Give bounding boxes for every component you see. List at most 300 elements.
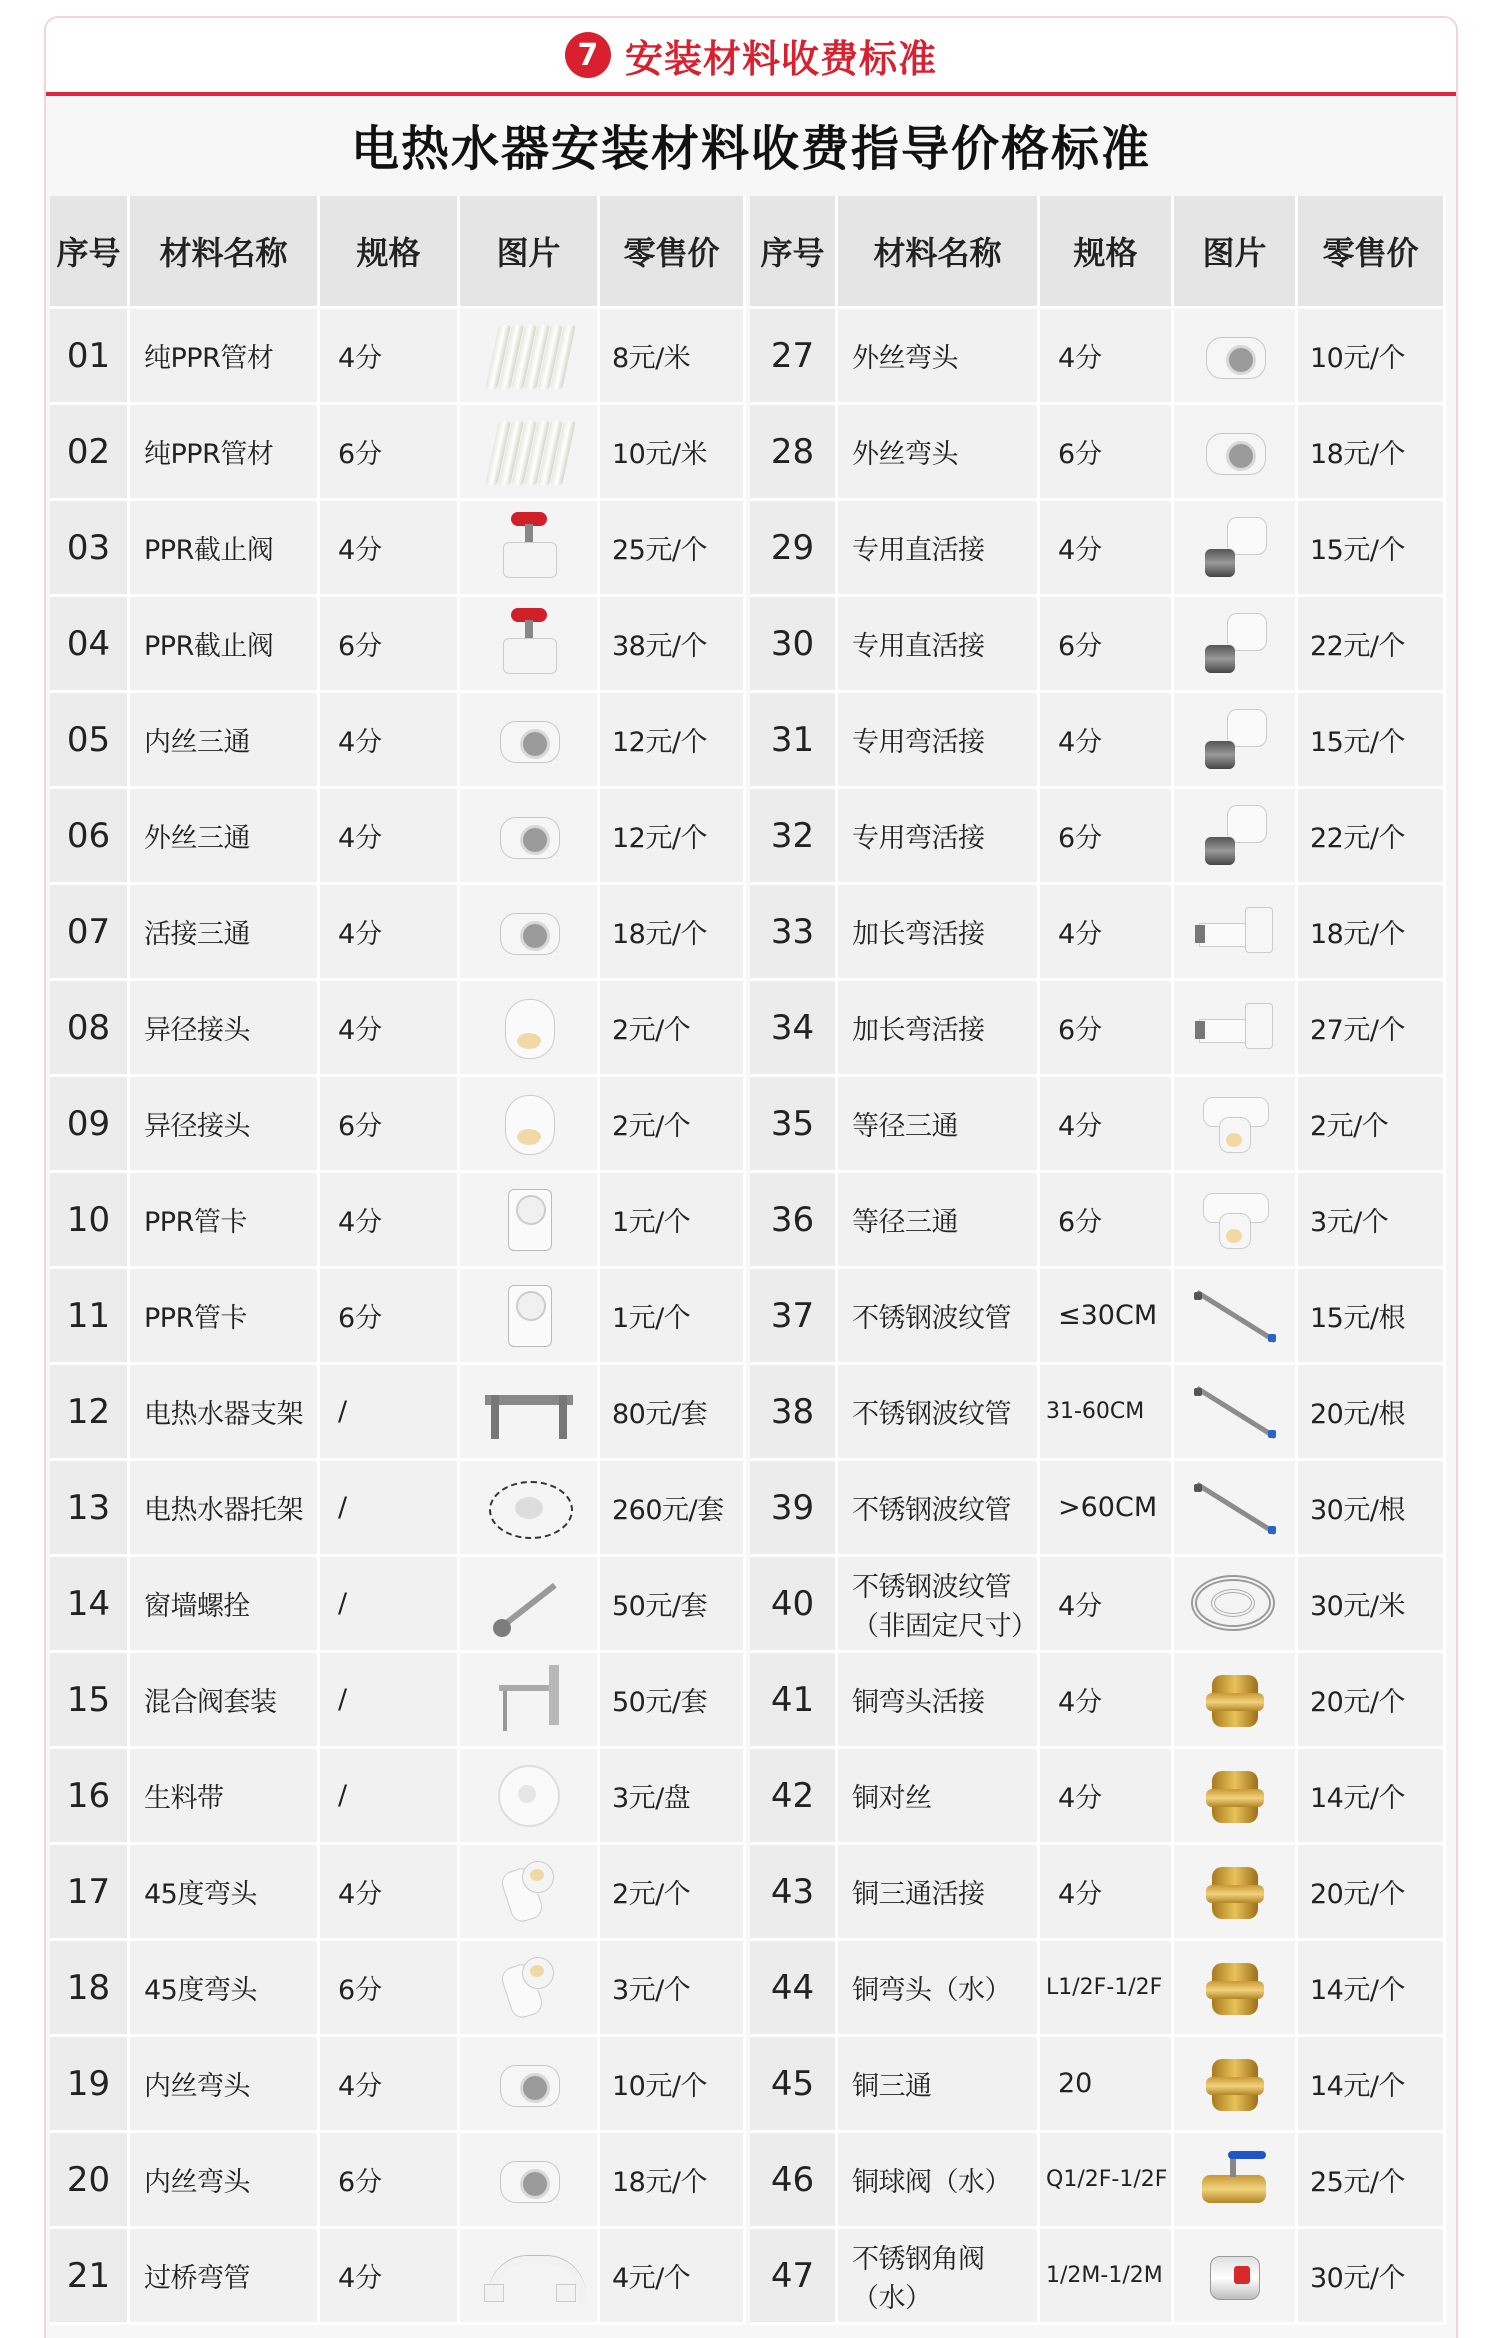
row-number: 34: [750, 981, 838, 1077]
retail-price: 20元/根: [1298, 1365, 1446, 1461]
product-image: [1174, 2229, 1298, 2325]
product-image: [1174, 597, 1298, 693]
retail-price: 2元/个: [600, 981, 746, 1077]
retail-price: 3元/个: [600, 1941, 746, 2037]
specification: Q1/2F-1/2F: [1040, 2133, 1174, 2229]
table-row: [50, 309, 746, 405]
row-number: 10: [50, 1173, 130, 1269]
union-icon: [1201, 803, 1269, 869]
material-name: 不锈钢波纹管: [838, 1461, 1040, 1557]
row-number: 07: [50, 885, 130, 981]
specification: 6分: [1040, 1173, 1174, 1269]
specification: 6分: [320, 1077, 460, 1173]
row-number: 29: [750, 501, 838, 597]
retail-price: 1元/个: [600, 1269, 746, 1365]
material-name: 专用弯活接: [838, 789, 1040, 885]
price-table-right: [750, 196, 1446, 2325]
retail-price: 18元/个: [1298, 885, 1446, 981]
table-header-row: [750, 196, 1446, 309]
material-name: 不锈钢波纹管: [838, 1365, 1040, 1461]
table-row: [50, 1365, 746, 1461]
specification: 4分: [1040, 1077, 1174, 1173]
table-row: [50, 1077, 746, 1173]
row-number: 09: [50, 1077, 130, 1173]
section-number-badge: 7: [565, 32, 611, 78]
material-name: 过桥弯管: [130, 2229, 320, 2325]
product-image: [460, 501, 600, 597]
row-number: 21: [50, 2229, 130, 2325]
product-image: [1174, 1653, 1298, 1749]
row-number: 28: [750, 405, 838, 501]
header-name: 材料名称: [838, 196, 1040, 309]
retail-price: 12元/个: [600, 789, 746, 885]
product-image: [460, 2229, 600, 2325]
material-name: 45度弯头: [130, 1845, 320, 1941]
specification: /: [320, 1749, 460, 1845]
tee-icon: [494, 2053, 564, 2115]
material-name: 等径三通: [838, 1077, 1040, 1173]
product-image: [460, 789, 600, 885]
row-number: 42: [750, 1749, 838, 1845]
retail-price: 15元/根: [1298, 1269, 1446, 1365]
product-image: [460, 1269, 600, 1365]
pipes-icon: [484, 321, 574, 391]
material-name: 不锈钢波纹管 （非固定尺寸）: [838, 1557, 1040, 1653]
table-row: [50, 405, 746, 501]
row-number: 33: [750, 885, 838, 981]
material-name: 电热水器支架: [130, 1365, 320, 1461]
brass-icon: [1204, 1859, 1266, 1925]
product-image: [1174, 1749, 1298, 1845]
table-row: [50, 501, 746, 597]
row-number: 41: [750, 1653, 838, 1749]
material-name: 等径三通: [838, 1173, 1040, 1269]
table-row: [50, 1173, 746, 1269]
product-image: [460, 885, 600, 981]
retail-price: 25元/个: [1298, 2133, 1446, 2229]
retail-price: 18元/个: [600, 2133, 746, 2229]
product-image: [1174, 885, 1298, 981]
header-image: 图片: [460, 196, 600, 309]
retail-price: 14元/个: [1298, 2037, 1446, 2133]
row-number: 01: [50, 309, 130, 405]
row-number: 40: [750, 1557, 838, 1653]
row-number: 05: [50, 693, 130, 789]
material-name: 铜球阀（水）: [838, 2133, 1040, 2229]
product-image: [460, 309, 600, 405]
row-number: 13: [50, 1461, 130, 1557]
extended-union-icon: [1195, 905, 1275, 959]
retail-price: 10元/个: [600, 2037, 746, 2133]
retail-price: 10元/个: [1298, 309, 1446, 405]
bridge-icon: [484, 2250, 574, 2302]
specification: 6分: [320, 1269, 460, 1365]
specification: 4分: [1040, 309, 1174, 405]
table-row: [750, 1365, 1446, 1461]
material-name: 内丝三通: [130, 693, 320, 789]
row-number: 06: [50, 789, 130, 885]
table-row: [50, 2037, 746, 2133]
specification: 4分: [320, 1845, 460, 1941]
specification: 4分: [1040, 1749, 1174, 1845]
product-image: [1174, 693, 1298, 789]
specification: 6分: [320, 597, 460, 693]
tape-icon: [498, 1765, 560, 1827]
tray-icon: [483, 1473, 575, 1543]
material-name: 铜弯头（水）: [838, 1941, 1040, 2037]
tee-icon: [1200, 421, 1270, 483]
table-row: [50, 1653, 746, 1749]
product-image: [1174, 981, 1298, 1077]
specification: /: [320, 1461, 460, 1557]
header-spec: 规格: [320, 196, 460, 309]
section-title: 安装材料收费标准: [624, 36, 937, 81]
material-name: 不锈钢波纹管: [838, 1269, 1040, 1365]
material-name: 电热水器托架: [130, 1461, 320, 1557]
material-name: 铜对丝: [838, 1749, 1040, 1845]
angle-valve-icon: [1202, 2246, 1268, 2306]
product-image: [1174, 405, 1298, 501]
row-number: 19: [50, 2037, 130, 2133]
specification: 4分: [1040, 501, 1174, 597]
row-number: 47: [750, 2229, 838, 2325]
product-image: [460, 2037, 600, 2133]
price-table-left: [50, 196, 746, 2325]
bolt-icon: [489, 1569, 569, 1639]
row-number: 15: [50, 1653, 130, 1749]
product-image: [1174, 2037, 1298, 2133]
equal-tee-icon: [1199, 1189, 1271, 1251]
table-row: [50, 1845, 746, 1941]
retail-price: 30元/个: [1298, 2229, 1446, 2325]
material-name: 铜三通: [838, 2037, 1040, 2133]
retail-price: 50元/套: [600, 1557, 746, 1653]
row-number: 35: [750, 1077, 838, 1173]
row-number: 12: [50, 1365, 130, 1461]
table-row: [50, 2229, 746, 2325]
equal-tee-icon: [1199, 1093, 1271, 1155]
material-name: 铜三通活接: [838, 1845, 1040, 1941]
row-number: 37: [750, 1269, 838, 1365]
table-row: [750, 1269, 1446, 1365]
specification: 6分: [1040, 789, 1174, 885]
row-number: 44: [750, 1941, 838, 2037]
row-number: 45: [750, 2037, 838, 2133]
row-number: 02: [50, 405, 130, 501]
retail-price: 2元/个: [600, 1077, 746, 1173]
hose-icon: [1192, 1478, 1278, 1538]
material-name: 外丝弯头: [838, 309, 1040, 405]
table-row: [750, 501, 1446, 597]
brass-icon: [1204, 1763, 1266, 1829]
material-name: 活接三通: [130, 885, 320, 981]
product-image: [460, 1173, 600, 1269]
product-image: [460, 1461, 600, 1557]
retail-price: 15元/个: [1298, 693, 1446, 789]
product-image: [1174, 501, 1298, 597]
table-row: [750, 597, 1446, 693]
brass-icon: [1204, 1667, 1266, 1733]
tee-icon: [494, 901, 564, 963]
retail-price: 22元/个: [1298, 789, 1446, 885]
material-name: 内丝弯头: [130, 2037, 320, 2133]
table-row: [750, 1749, 1446, 1845]
header-image: 图片: [1174, 196, 1298, 309]
table-row: [50, 1749, 746, 1845]
table-row: [750, 1653, 1446, 1749]
specification: 4分: [1040, 1845, 1174, 1941]
material-name: 外丝三通: [130, 789, 320, 885]
table-row: [50, 885, 746, 981]
retail-price: 80元/套: [600, 1365, 746, 1461]
table-row: [750, 885, 1446, 981]
retail-price: 3元/个: [1298, 1173, 1446, 1269]
table-row: [50, 1941, 746, 2037]
specification: 4分: [320, 885, 460, 981]
specification: 31-60CM: [1040, 1365, 1174, 1461]
table-row: [750, 981, 1446, 1077]
product-image: [460, 1557, 600, 1653]
table-row: [50, 2133, 746, 2229]
product-image: [460, 1941, 600, 2037]
union-icon: [1201, 611, 1269, 677]
row-number: 17: [50, 1845, 130, 1941]
material-name: 内丝弯头: [130, 2133, 320, 2229]
product-image: [1174, 1365, 1298, 1461]
header-name: 材料名称: [130, 196, 320, 309]
retail-price: 14元/个: [1298, 1749, 1446, 1845]
union-icon: [1201, 515, 1269, 581]
material-name: 外丝弯头: [838, 405, 1040, 501]
product-image: [1174, 1461, 1298, 1557]
product-image: [1174, 1077, 1298, 1173]
specification: 6分: [1040, 597, 1174, 693]
material-name: PPR管卡: [130, 1173, 320, 1269]
specification: 20: [1040, 2037, 1174, 2133]
retail-price: 50元/套: [600, 1653, 746, 1749]
table-row: [750, 1077, 1446, 1173]
union-icon: [1201, 707, 1269, 773]
material-name: 混合阀套装: [130, 1653, 320, 1749]
valve-icon: [499, 608, 559, 680]
clip-icon: [502, 1283, 556, 1349]
retail-price: 2元/个: [600, 1845, 746, 1941]
specification: 6分: [320, 405, 460, 501]
row-number: 39: [750, 1461, 838, 1557]
table-row: [50, 597, 746, 693]
product-image: [1174, 1557, 1298, 1653]
table-row: [750, 1845, 1446, 1941]
retail-price: 260元/套: [600, 1461, 746, 1557]
material-name: 异径接头: [130, 1077, 320, 1173]
table-row: [750, 1173, 1446, 1269]
retail-price: 20元/个: [1298, 1653, 1446, 1749]
retail-price: 18元/个: [600, 885, 746, 981]
material-name: 45度弯头: [130, 1941, 320, 2037]
row-number: 18: [50, 1941, 130, 2037]
retail-price: 27元/个: [1298, 981, 1446, 1077]
material-name: 专用直活接: [838, 501, 1040, 597]
retail-price: 10元/米: [600, 405, 746, 501]
valve-icon: [499, 512, 559, 584]
product-image: [460, 1653, 600, 1749]
header-price: 零售价: [600, 196, 746, 309]
product-image: [460, 1365, 600, 1461]
hose-icon: [1192, 1286, 1278, 1346]
product-image: [1174, 789, 1298, 885]
retail-price: 8元/米: [600, 309, 746, 405]
header-num: 序号: [50, 196, 130, 309]
table-row: [750, 1941, 1446, 2037]
product-image: [460, 597, 600, 693]
specification: ≤30CM: [1040, 1269, 1174, 1365]
brass-icon: [1204, 1955, 1266, 2021]
specification: 4分: [320, 981, 460, 1077]
tee-icon: [1200, 325, 1270, 387]
hose-icon: [1192, 1382, 1278, 1442]
header-spec: 规格: [1040, 196, 1174, 309]
material-name: 不锈钢角阀 （水）: [838, 2229, 1040, 2325]
material-name: 窗墙螺拴: [130, 1557, 320, 1653]
product-image: [1174, 1845, 1298, 1941]
retail-price: 18元/个: [1298, 405, 1446, 501]
material-name: 纯PPR管材: [130, 309, 320, 405]
material-name: PPR截止阀: [130, 597, 320, 693]
tee-icon: [494, 2149, 564, 2211]
retail-price: 14元/个: [1298, 1941, 1446, 2037]
material-name: PPR截止阀: [130, 501, 320, 597]
row-number: 20: [50, 2133, 130, 2229]
table-row: [750, 789, 1446, 885]
reducer-icon: [501, 995, 557, 1061]
retail-price: 30元/米: [1298, 1557, 1446, 1653]
material-name: 异径接头: [130, 981, 320, 1077]
retail-price: 20元/个: [1298, 1845, 1446, 1941]
header-num: 序号: [750, 196, 838, 309]
table-header-row: [50, 196, 746, 309]
product-image: [460, 1077, 600, 1173]
product-image: [460, 693, 600, 789]
material-name: 加长弯活接: [838, 885, 1040, 981]
product-image: [1174, 1269, 1298, 1365]
specification: 6分: [320, 1941, 460, 2037]
tee-icon: [494, 709, 564, 771]
row-number: 30: [750, 597, 838, 693]
row-number: 14: [50, 1557, 130, 1653]
pipes-icon: [484, 417, 574, 487]
specification: 4分: [320, 2229, 460, 2325]
table-row: [50, 1461, 746, 1557]
row-number: 11: [50, 1269, 130, 1365]
row-number: 03: [50, 501, 130, 597]
table-row: [750, 2229, 1446, 2325]
product-image: [460, 405, 600, 501]
retail-price: 25元/个: [600, 501, 746, 597]
product-image: [460, 2133, 600, 2229]
table-row: [750, 1557, 1446, 1653]
row-number: 46: [750, 2133, 838, 2229]
product-image: [460, 1749, 600, 1845]
brass-icon: [1204, 2051, 1266, 2117]
specification: 6分: [320, 2133, 460, 2229]
material-name: 铜弯头活接: [838, 1653, 1040, 1749]
reducer-icon: [501, 1091, 557, 1157]
specification: 6分: [1040, 405, 1174, 501]
specification: 4分: [1040, 1653, 1174, 1749]
row-number: 27: [750, 309, 838, 405]
product-image: [1174, 1173, 1298, 1269]
retail-price: 22元/个: [1298, 597, 1446, 693]
product-image: [1174, 309, 1298, 405]
product-image: [1174, 2133, 1298, 2229]
retail-price: 15元/个: [1298, 501, 1446, 597]
material-name: 专用直活接: [838, 597, 1040, 693]
specification: >60CM: [1040, 1461, 1174, 1557]
material-name: 专用弯活接: [838, 693, 1040, 789]
ball-valve-icon: [1198, 2147, 1272, 2213]
section-header: [46, 18, 1456, 96]
specification: 1/2M-1/2M: [1040, 2229, 1174, 2325]
extended-union-icon: [1195, 1001, 1275, 1055]
retail-price: 38元/个: [600, 597, 746, 693]
tee-icon: [494, 805, 564, 867]
clip-icon: [502, 1187, 556, 1253]
row-number: 16: [50, 1749, 130, 1845]
product-image: [1174, 1941, 1298, 2037]
product-image: [460, 1845, 600, 1941]
row-number: 43: [750, 1845, 838, 1941]
coil-icon: [1189, 1571, 1281, 1637]
specification: 4分: [1040, 693, 1174, 789]
table-row: [750, 693, 1446, 789]
specification: 4分: [1040, 1557, 1174, 1653]
row-number: 36: [750, 1173, 838, 1269]
retail-price: 4元/个: [600, 2229, 746, 2325]
specification: 4分: [320, 1173, 460, 1269]
row-number: 08: [50, 981, 130, 1077]
elbow-icon: [500, 1857, 558, 1927]
retail-price: 2元/个: [1298, 1077, 1446, 1173]
specification: L1/2F-1/2F: [1040, 1941, 1174, 2037]
table-row: [50, 789, 746, 885]
product-image: [460, 981, 600, 1077]
table-row: [750, 405, 1446, 501]
table-row: [50, 1269, 746, 1365]
row-number: 31: [750, 693, 838, 789]
table-row: [50, 981, 746, 1077]
material-name: 纯PPR管材: [130, 405, 320, 501]
specification: /: [320, 1557, 460, 1653]
specification: 4分: [320, 789, 460, 885]
row-number: 38: [750, 1365, 838, 1461]
specification: 4分: [320, 693, 460, 789]
header-price: 零售价: [1298, 196, 1446, 309]
material-name: 加长弯活接: [838, 981, 1040, 1077]
retail-price: 12元/个: [600, 693, 746, 789]
page-title: 电热水器安装材料收费指导价格标准: [350, 120, 1151, 177]
specification: 4分: [1040, 885, 1174, 981]
retail-price: 30元/根: [1298, 1461, 1446, 1557]
elbow-icon: [500, 1953, 558, 2023]
specification: /: [320, 1653, 460, 1749]
table-row: [50, 1557, 746, 1653]
retail-price: 3元/盘: [600, 1749, 746, 1845]
table-row: [750, 2133, 1446, 2229]
bracket-icon: [481, 1381, 577, 1443]
material-name: 生料带: [130, 1749, 320, 1845]
retail-price: 1元/个: [600, 1173, 746, 1269]
row-number: 32: [750, 789, 838, 885]
